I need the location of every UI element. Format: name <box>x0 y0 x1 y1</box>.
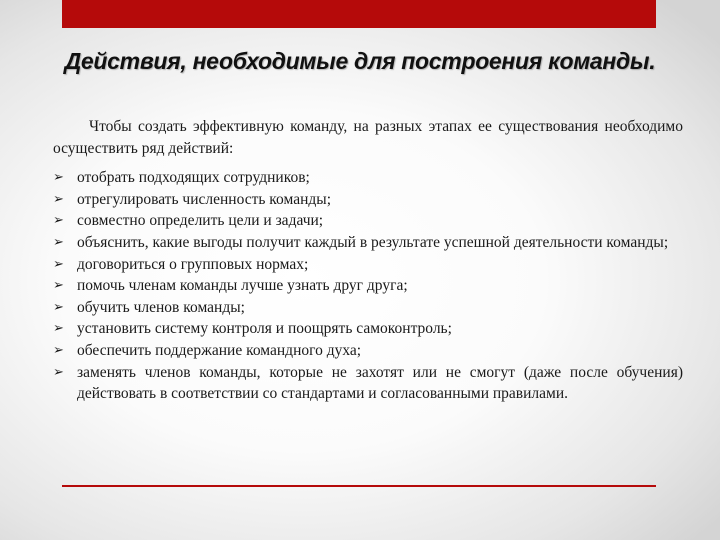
list-item-text: договориться о групповых нормах; <box>77 255 309 273</box>
arrowhead-bullet-icon: ➢ <box>53 256 64 272</box>
arrowhead-bullet-icon: ➢ <box>53 213 64 229</box>
list-item-text: заменять членов команды, которые не захотят или не смогут (даже после обучения) действовать в соответствии со стандартами и согласованными правилами. <box>77 363 683 403</box>
arrowhead-bullet-icon: ➢ <box>53 234 64 250</box>
arrowhead-bullet-icon: ➢ <box>53 321 64 337</box>
list-item <box>53 167 683 189</box>
list-item <box>53 340 683 362</box>
arrowhead-bullet-icon: ➢ <box>53 342 64 358</box>
list-item <box>53 275 683 297</box>
arrowhead-bullet-icon: ➢ <box>53 170 64 186</box>
list-item-text: обучить членов команды; <box>77 298 245 316</box>
top-accent-bar <box>62 0 656 28</box>
list-item <box>53 362 683 405</box>
list-item <box>53 318 683 340</box>
list-item-text: объяснить, какие выгоды получит каждый в результате успешной деятельности команды; <box>77 233 669 251</box>
list-item-text: помочь членам команды лучше узнать друг друга; <box>77 277 408 295</box>
list-item-text: совместно определить цели и задачи; <box>77 212 324 230</box>
list-item-text: обеспечить поддержание командного духа; <box>77 341 362 359</box>
list-item-text: установить систему контроля и поощрять самоконтроль; <box>77 320 452 338</box>
list-item <box>53 254 683 276</box>
action-list <box>53 167 683 405</box>
bottom-accent-rule <box>62 485 656 487</box>
slide-content <box>53 116 683 405</box>
arrowhead-bullet-icon: ➢ <box>53 364 64 380</box>
intro-paragraph: Чтобы создать эффективную команду, на разных этапах ее существования необходимо осуществить ряд действий: <box>53 118 683 157</box>
list-item <box>53 189 683 211</box>
list-item <box>53 297 683 319</box>
arrowhead-bullet-icon: ➢ <box>53 278 64 294</box>
slide-title: Действия, необходимые для построения команды. <box>64 48 656 74</box>
list-item-text: отрегулировать численность команды; <box>77 190 331 208</box>
arrowhead-bullet-icon: ➢ <box>53 299 64 315</box>
list-item <box>53 210 683 232</box>
list-item-text: отобрать подходящих сотрудников; <box>77 169 310 187</box>
list-item <box>53 232 683 254</box>
arrowhead-bullet-icon: ➢ <box>53 191 64 207</box>
